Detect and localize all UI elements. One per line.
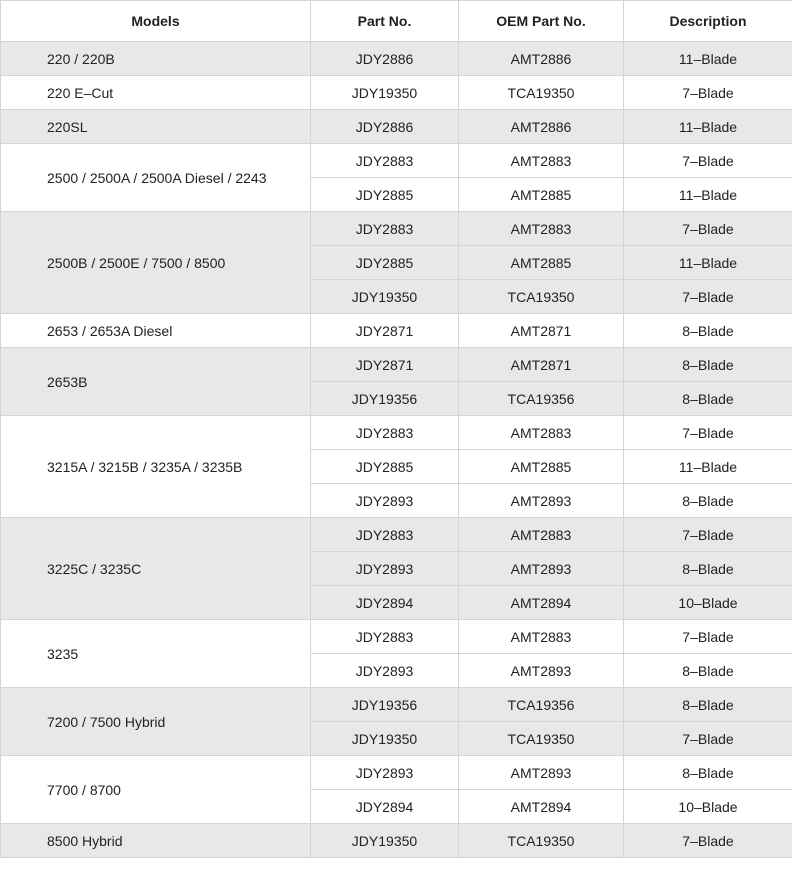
- table-row: [1, 620, 792, 654]
- part-no-cell: JDY2886: [311, 110, 459, 144]
- table-row: [1, 824, 792, 858]
- description-cell: 7–Blade: [624, 518, 792, 552]
- description-cell: 8–Blade: [624, 654, 792, 688]
- part-no-cell: JDY2871: [311, 348, 459, 382]
- description-cell: 10–Blade: [624, 790, 792, 824]
- table-body: [1, 42, 792, 858]
- oem-part-no-cell: TCA19350: [459, 280, 624, 314]
- oem-part-no-cell: AMT2883: [459, 212, 624, 246]
- oem-part-no-cell: TCA19350: [459, 722, 624, 756]
- header-row: [1, 1, 792, 42]
- table-row: [1, 212, 792, 246]
- oem-part-no-cell: AMT2894: [459, 790, 624, 824]
- description-cell: 8–Blade: [624, 382, 792, 416]
- table-row: [1, 416, 792, 450]
- table-row: [1, 42, 792, 76]
- oem-part-no-cell: AMT2886: [459, 110, 624, 144]
- oem-part-no-cell: AMT2893: [459, 756, 624, 790]
- oem-part-no-cell: AMT2885: [459, 178, 624, 212]
- oem-part-no-cell: AMT2885: [459, 450, 624, 484]
- part-no-cell: JDY19350: [311, 76, 459, 110]
- part-no-cell: JDY19356: [311, 688, 459, 722]
- oem-part-no-cell: AMT2893: [459, 552, 624, 586]
- oem-part-no-cell: AMT2886: [459, 42, 624, 76]
- oem-part-no-cell: TCA19356: [459, 688, 624, 722]
- part-no-cell: JDY2893: [311, 756, 459, 790]
- model-cell: 220 E–Cut: [1, 76, 311, 110]
- part-no-cell: JDY2893: [311, 484, 459, 518]
- description-cell: 8–Blade: [624, 348, 792, 382]
- oem-part-no-cell: AMT2883: [459, 518, 624, 552]
- description-cell: 11–Blade: [624, 42, 792, 76]
- table-row: [1, 756, 792, 790]
- header-part-no: Part No.: [311, 1, 459, 42]
- table-row: [1, 688, 792, 722]
- part-no-cell: JDY2883: [311, 416, 459, 450]
- description-cell: 10–Blade: [624, 586, 792, 620]
- part-no-cell: JDY19356: [311, 382, 459, 416]
- header-models: Models: [1, 1, 311, 42]
- table-row: [1, 144, 792, 178]
- oem-part-no-cell: TCA19356: [459, 382, 624, 416]
- part-no-cell: JDY2885: [311, 450, 459, 484]
- description-cell: 7–Blade: [624, 280, 792, 314]
- model-cell: 3215A / 3215B / 3235A / 3235B: [1, 416, 311, 518]
- model-cell: 2653B: [1, 348, 311, 416]
- oem-part-no-cell: AMT2871: [459, 348, 624, 382]
- model-cell: 2653 / 2653A Diesel: [1, 314, 311, 348]
- oem-part-no-cell: AMT2885: [459, 246, 624, 280]
- model-cell: 220SL: [1, 110, 311, 144]
- oem-part-no-cell: AMT2883: [459, 416, 624, 450]
- model-cell: 3225C / 3235C: [1, 518, 311, 620]
- description-cell: 11–Blade: [624, 110, 792, 144]
- part-no-cell: JDY2883: [311, 212, 459, 246]
- part-no-cell: JDY2883: [311, 518, 459, 552]
- model-cell: 2500 / 2500A / 2500A Diesel / 2243: [1, 144, 311, 212]
- model-cell: 220 / 220B: [1, 42, 311, 76]
- model-cell: 2500B / 2500E / 7500 / 8500: [1, 212, 311, 314]
- part-no-cell: JDY19350: [311, 280, 459, 314]
- header-description: Description: [624, 1, 792, 42]
- part-no-cell: JDY2893: [311, 654, 459, 688]
- description-cell: 8–Blade: [624, 688, 792, 722]
- header-oem-part-no: OEM Part No.: [459, 1, 624, 42]
- description-cell: 8–Blade: [624, 484, 792, 518]
- description-cell: 11–Blade: [624, 246, 792, 280]
- part-no-cell: JDY2885: [311, 178, 459, 212]
- oem-part-no-cell: AMT2871: [459, 314, 624, 348]
- description-cell: 8–Blade: [624, 314, 792, 348]
- part-no-cell: JDY2885: [311, 246, 459, 280]
- part-no-cell: JDY19350: [311, 722, 459, 756]
- description-cell: 11–Blade: [624, 178, 792, 212]
- model-cell: 7700 / 8700: [1, 756, 311, 824]
- table-row: [1, 314, 792, 348]
- part-no-cell: JDY2886: [311, 42, 459, 76]
- part-no-cell: JDY2883: [311, 144, 459, 178]
- description-cell: 11–Blade: [624, 450, 792, 484]
- description-cell: 7–Blade: [624, 722, 792, 756]
- part-no-cell: JDY2871: [311, 314, 459, 348]
- table-row: [1, 348, 792, 382]
- oem-part-no-cell: AMT2883: [459, 144, 624, 178]
- table-row: [1, 110, 792, 144]
- description-cell: 7–Blade: [624, 824, 792, 858]
- part-no-cell: JDY2894: [311, 790, 459, 824]
- part-no-cell: JDY2894: [311, 586, 459, 620]
- part-no-cell: JDY2883: [311, 620, 459, 654]
- description-cell: 8–Blade: [624, 552, 792, 586]
- oem-part-no-cell: TCA19350: [459, 76, 624, 110]
- model-cell: 7200 / 7500 Hybrid: [1, 688, 311, 756]
- table-row: [1, 76, 792, 110]
- oem-part-no-cell: TCA19350: [459, 824, 624, 858]
- part-no-cell: JDY19350: [311, 824, 459, 858]
- model-cell: 3235: [1, 620, 311, 688]
- description-cell: 7–Blade: [624, 620, 792, 654]
- description-cell: 7–Blade: [624, 144, 792, 178]
- part-no-cell: JDY2893: [311, 552, 459, 586]
- table-row: [1, 518, 792, 552]
- description-cell: 7–Blade: [624, 416, 792, 450]
- model-cell: 8500 Hybrid: [1, 824, 311, 858]
- oem-part-no-cell: AMT2893: [459, 654, 624, 688]
- oem-part-no-cell: AMT2894: [459, 586, 624, 620]
- description-cell: 8–Blade: [624, 756, 792, 790]
- description-cell: 7–Blade: [624, 212, 792, 246]
- table-header: [1, 1, 792, 42]
- oem-part-no-cell: AMT2883: [459, 620, 624, 654]
- oem-part-no-cell: AMT2893: [459, 484, 624, 518]
- description-cell: 7–Blade: [624, 76, 792, 110]
